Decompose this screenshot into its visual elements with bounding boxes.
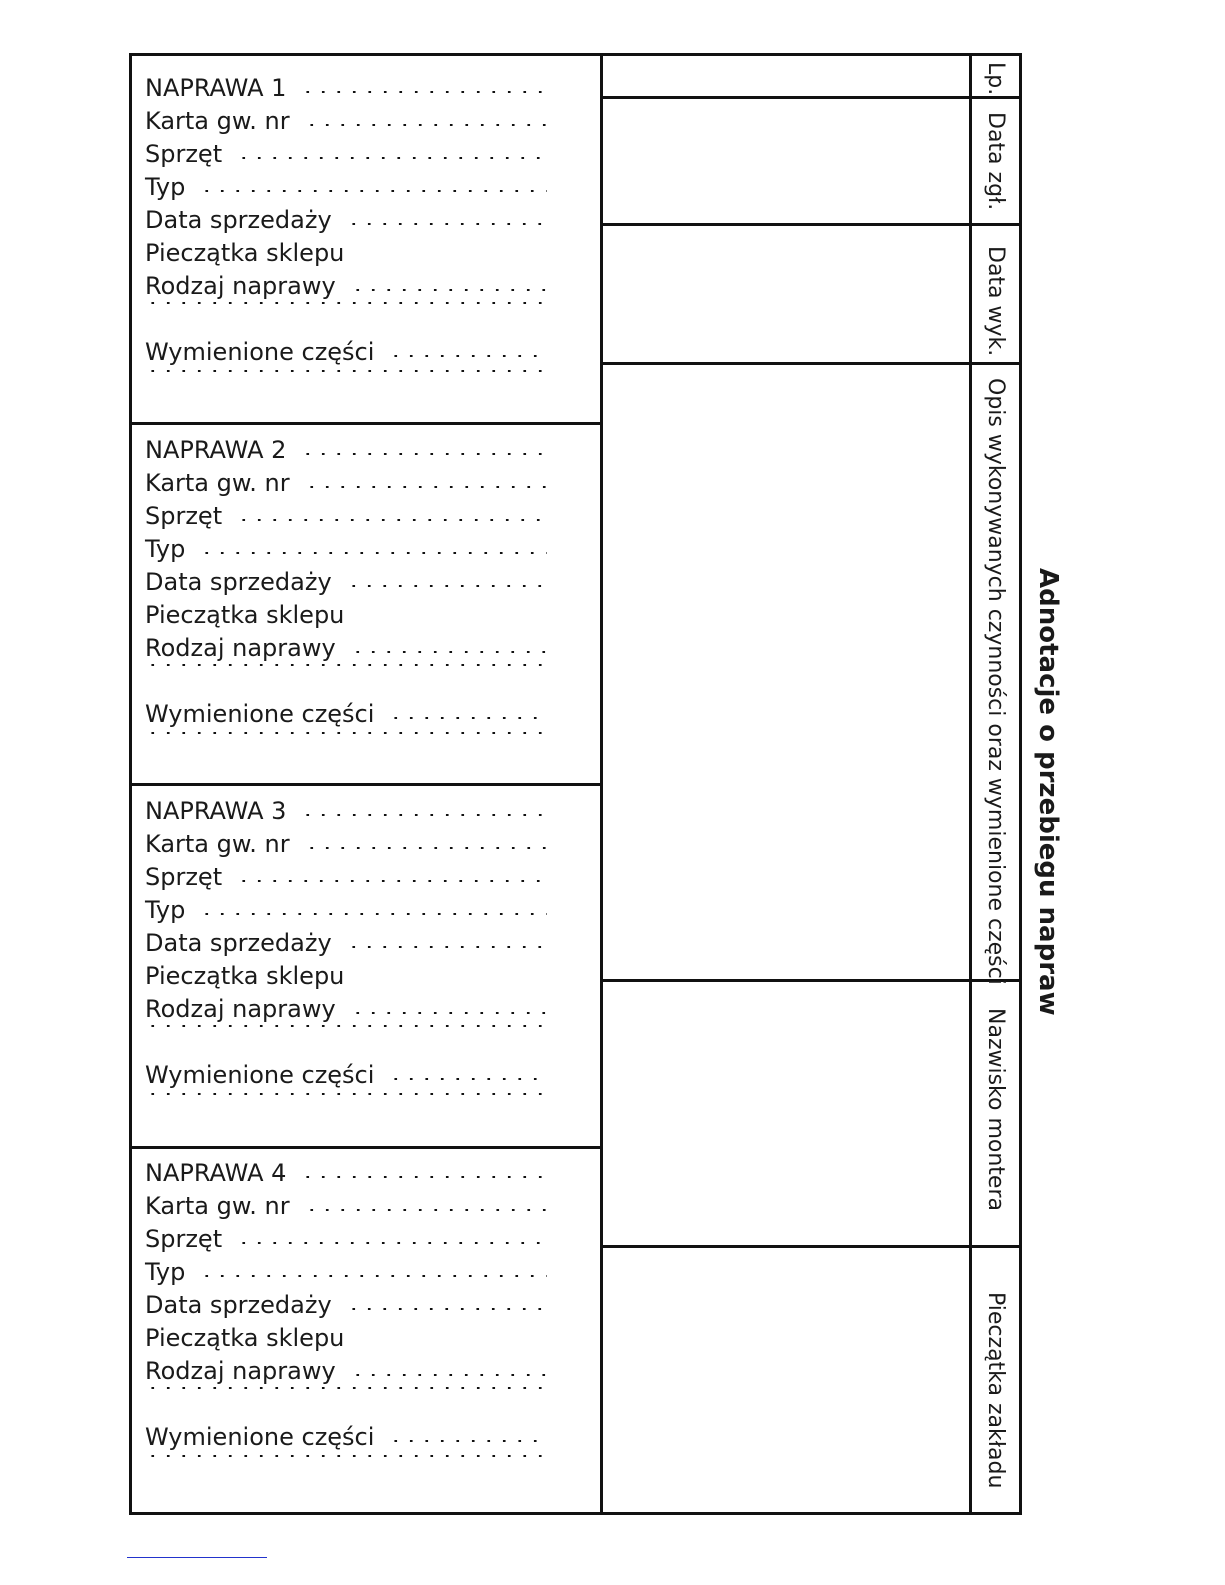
wymienione-czesci-continuation[interactable] — [145, 735, 547, 768]
fill-dots — [346, 1308, 547, 1310]
divider-header-column — [969, 53, 972, 1515]
data-sprzedazy-field[interactable] — [145, 1291, 547, 1324]
repair-heading-field[interactable] — [145, 74, 547, 107]
fill-dots — [350, 289, 547, 291]
pieczatka-sklepu-label: Pieczątka sklepu — [145, 601, 345, 629]
fill-dots — [300, 1176, 547, 1178]
divider-lp-datazgl — [600, 96, 1022, 99]
fill-dots — [145, 1025, 547, 1027]
sprzet-label: Sprzęt — [145, 1225, 223, 1253]
pieczatka-sklepu-field — [145, 1324, 547, 1357]
fill-dots — [199, 552, 547, 554]
fill-dots — [388, 717, 547, 719]
rodzaj-naprawy-continuation[interactable] — [145, 1390, 547, 1423]
typ-field[interactable] — [145, 173, 547, 206]
karta-label: Karta gw. nr — [145, 469, 290, 497]
fill-dots — [346, 585, 547, 587]
typ-field[interactable] — [145, 896, 547, 929]
typ-label: Typ — [145, 535, 186, 563]
column-header-data-wyk: Data wyk. — [983, 246, 1008, 357]
fill-dots — [145, 370, 547, 372]
repair-heading-field[interactable] — [145, 436, 547, 469]
fill-dots — [300, 453, 547, 455]
divider-repair-1-2 — [129, 422, 602, 425]
typ-field[interactable] — [145, 535, 547, 568]
rodzaj-naprawy-field[interactable] — [145, 995, 547, 1028]
column-header-data-zgl: Data zgł. — [983, 112, 1008, 211]
wymienione-czesci-continuation[interactable] — [145, 1096, 547, 1129]
wymienione-czesci-field[interactable] — [145, 700, 547, 733]
repair-block-1 — [130, 74, 602, 422]
rodzaj-naprawy-continuation[interactable] — [145, 1028, 547, 1061]
pieczatka-sklepu-field — [145, 239, 547, 272]
repair-block-3 — [130, 797, 602, 1145]
fill-dots — [304, 847, 547, 849]
fill-dots — [346, 946, 547, 948]
fill-dots — [145, 664, 547, 666]
data-sprzedazy-label: Data sprzedaży — [145, 929, 332, 957]
repair-heading-field[interactable] — [145, 797, 547, 830]
data-sprzedazy-label: Data sprzedaży — [145, 206, 332, 234]
wymienione-czesci-label: Wymienione części — [145, 338, 375, 366]
sprzet-field[interactable] — [145, 140, 547, 173]
fill-dots — [304, 1209, 547, 1211]
sprzet-label: Sprzęt — [145, 863, 223, 891]
column-header-lp: Lp. — [983, 62, 1008, 96]
wymienione-czesci-label: Wymienione części — [145, 1423, 375, 1451]
sprzet-field[interactable] — [145, 1225, 547, 1258]
rodzaj-naprawy-label: Rodzaj naprawy — [145, 995, 336, 1023]
footer-underline — [127, 1557, 267, 1558]
wymienione-czesci-continuation[interactable] — [145, 373, 547, 406]
data-sprzedazy-field[interactable] — [145, 568, 547, 601]
typ-label: Typ — [145, 173, 186, 201]
fill-dots — [236, 1242, 547, 1244]
wymienione-czesci-label: Wymienione części — [145, 1061, 375, 1089]
karta-field[interactable] — [145, 107, 547, 140]
repair-block-2 — [130, 436, 602, 784]
fill-dots — [388, 1078, 547, 1080]
pieczatka-sklepu-label: Pieczątka sklepu — [145, 1324, 345, 1352]
divider-datawyk-opis — [600, 362, 1022, 365]
fill-dots — [346, 223, 547, 225]
typ-field[interactable] — [145, 1258, 547, 1291]
pieczatka-sklepu-field — [145, 601, 547, 634]
sprzet-field[interactable] — [145, 863, 547, 896]
pieczatka-sklepu-label: Pieczątka sklepu — [145, 239, 345, 267]
rodzaj-naprawy-continuation[interactable] — [145, 305, 547, 338]
data-sprzedazy-label: Data sprzedaży — [145, 568, 332, 596]
data-sprzedazy-field[interactable] — [145, 929, 547, 962]
pieczatka-sklepu-field — [145, 962, 547, 995]
fill-dots — [199, 913, 547, 915]
fill-dots — [236, 880, 547, 882]
column-header-opis: Opis wykonywanych czynności oraz wymienione części — [983, 378, 1008, 985]
repair-heading: NAPRAWA 4 — [145, 1159, 287, 1187]
fill-dots — [145, 1387, 547, 1389]
karta-field[interactable] — [145, 830, 547, 863]
rodzaj-naprawy-continuation[interactable] — [145, 667, 547, 700]
data-sprzedazy-field[interactable] — [145, 206, 547, 239]
divider-repair-3-4 — [129, 1146, 602, 1149]
sprzet-field[interactable] — [145, 502, 547, 535]
wymienione-czesci-label: Wymienione części — [145, 700, 375, 728]
typ-label: Typ — [145, 896, 186, 924]
fill-dots — [350, 1012, 547, 1014]
fill-dots — [145, 1455, 547, 1457]
page-title: Adnotacje o przebiegu napraw — [1033, 568, 1063, 1016]
repair-heading-field[interactable] — [145, 1159, 547, 1192]
karta-field[interactable] — [145, 469, 547, 502]
rodzaj-naprawy-label: Rodzaj naprawy — [145, 634, 336, 662]
rodzaj-naprawy-field[interactable] — [145, 634, 547, 667]
repair-heading: NAPRAWA 2 — [145, 436, 287, 464]
divider-opis-nazwisko — [600, 979, 1022, 982]
fill-dots — [199, 190, 547, 192]
rodzaj-naprawy-field[interactable] — [145, 272, 547, 305]
fill-dots — [304, 124, 547, 126]
karta-label: Karta gw. nr — [145, 1192, 290, 1220]
fill-dots — [300, 91, 547, 93]
karta-field[interactable] — [145, 1192, 547, 1225]
karta-label: Karta gw. nr — [145, 830, 290, 858]
sprzet-label: Sprzęt — [145, 502, 223, 530]
sprzet-label: Sprzęt — [145, 140, 223, 168]
wymienione-czesci-continuation[interactable] — [145, 1458, 547, 1491]
fill-dots — [300, 814, 547, 816]
column-header-nazwisko: Nazwisko montera — [983, 1008, 1008, 1211]
fill-dots — [145, 1093, 547, 1095]
divider-nazwisko-pieczatka — [600, 1245, 1022, 1248]
fill-dots — [388, 355, 547, 357]
pieczatka-sklepu-label: Pieczątka sklepu — [145, 962, 345, 990]
typ-label: Typ — [145, 1258, 186, 1286]
wymienione-czesci-field[interactable] — [145, 338, 547, 371]
wymienione-czesci-field[interactable] — [145, 1061, 547, 1094]
fill-dots — [145, 732, 547, 734]
repair-block-4 — [130, 1159, 602, 1507]
repair-heading: NAPRAWA 1 — [145, 74, 287, 102]
fill-dots — [236, 157, 547, 159]
fill-dots — [236, 519, 547, 521]
fill-dots — [350, 1374, 547, 1376]
repair-heading: NAPRAWA 3 — [145, 797, 287, 825]
wymienione-czesci-field[interactable] — [145, 1423, 547, 1456]
rodzaj-naprawy-field[interactable] — [145, 1357, 547, 1390]
rodzaj-naprawy-label: Rodzaj naprawy — [145, 1357, 336, 1385]
column-header-pieczatka: Pieczątka zakładu — [983, 1292, 1008, 1489]
karta-label: Karta gw. nr — [145, 107, 290, 135]
fill-dots — [145, 302, 547, 304]
fill-dots — [350, 651, 547, 653]
fill-dots — [388, 1440, 547, 1442]
fill-dots — [199, 1275, 547, 1277]
data-sprzedazy-label: Data sprzedaży — [145, 1291, 332, 1319]
fill-dots — [304, 486, 547, 488]
rodzaj-naprawy-label: Rodzaj naprawy — [145, 272, 336, 300]
divider-datazgl-datawyk — [600, 223, 1022, 226]
